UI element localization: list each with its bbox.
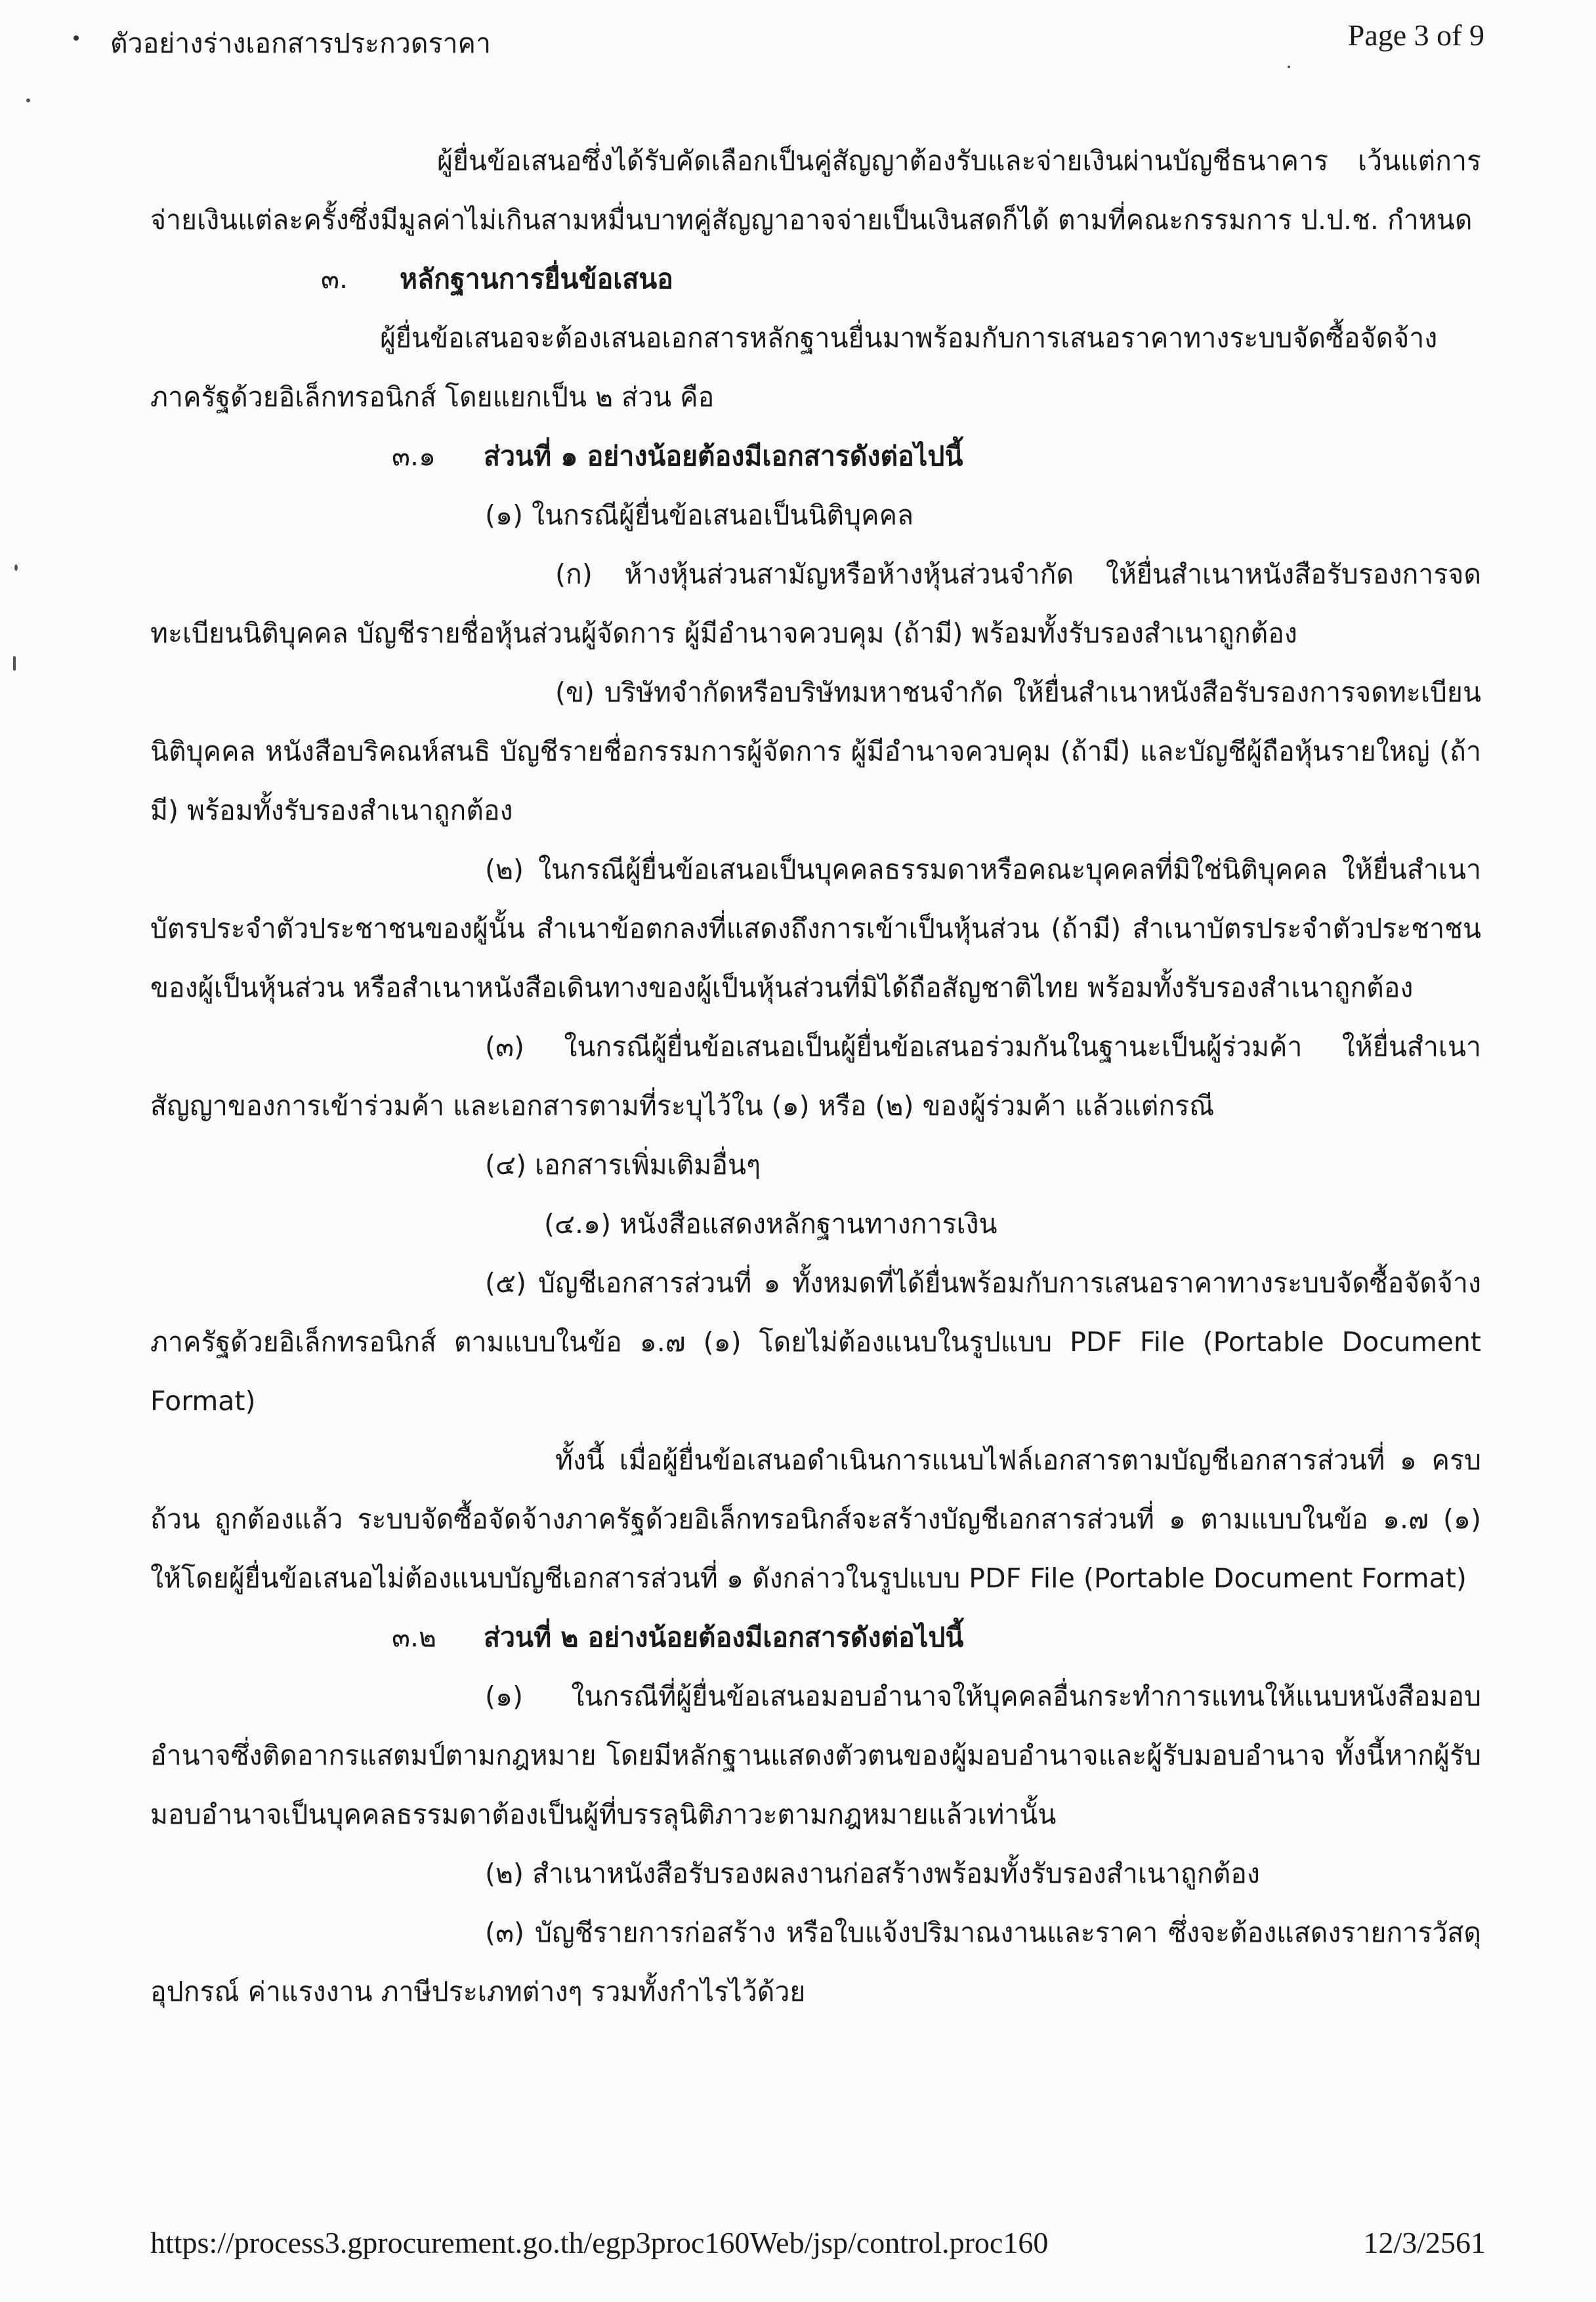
item-3-1-4-1: (๔.๑) หนังสือแสดงหลักฐานทางการเงิน	[544, 1208, 998, 1240]
scan-speck	[1288, 66, 1290, 68]
item-3-2-1: (๑) ในกรณีที่ผู้ยื่นข้อเสนอมอบอำนาจให้บุคคลอื่นกระทำการแทนให้แนบหนังสือมอบอำนาจซึ่งติดอากรแสตมป์ตามกฎหมาย โดยมีหลักฐานแสดงตัวตนของผู้มอบอำนาจและผู้รับมอบอำนาจ ทั้งนี้หากผู้รับมอบอำนาจเป็นบุคคลธรรมดาต้องเป็นผู้ที่บรรลุนิติภาวะตามกฎหมายแล้วเท่านั้น	[150, 1681, 1481, 1830]
item-3-1-4: (๔) เอกสารเพิ่มเติมอื่นๆ	[485, 1149, 761, 1181]
item-3-1-1-b: (ข) บริษัทจำกัดหรือบริษัทมหาชนจำกัด ให้ยื่นสำเนาหนังสือรับรองการจดทะเบียนนิติบุคคล หนังสือบริคณห์สนธิ บัญชีรายชื่อกรรมการผู้จัดการ ผู้มีอำนาจควบคุม (ถ้ามี) และบัญชีผู้ถือหุ้นรายใหญ่ (ถ้ามี) พร้อมทั้งรับรองสำเนาถูกต้อง	[150, 677, 1481, 826]
section-3-2-heading	[150, 1608, 1481, 1667]
item-3-1-3: (๓) ในกรณีผู้ยื่นข้อเสนอเป็นผู้ยื่นข้อเสนอร่วมกันในฐานะเป็นผู้ร่วมค้า ให้ยื่นสำเนาสัญญาของการเข้าร่วมค้า และเอกสารตามที่ระบุไว้ใน (๑) หรือ (๒) ของผู้ร่วมค้า แล้วแต่กรณี	[150, 1031, 1481, 1121]
scan-bullet-mark	[74, 35, 79, 41]
item-3-1-5: (๕) บัญชีเอกสารส่วนที่ ๑ ทั้งหมดที่ได้ยื่นพร้อมกับการเสนอราคาทางระบบจัดซื้อจัดจ้างภาครัฐด้วยอิเล็กทรอนิกส์ ตามแบบในข้อ ๑.๗ (๑) โดยไม่ต้องแนบในรูปแบบ PDF File (Portable Document Format)	[150, 1267, 1481, 1417]
section-3-heading	[150, 249, 1481, 308]
section-3-2-number: ๓.๒	[392, 1622, 437, 1653]
item-3-1-1-a: (ก) ห้างหุ้นส่วนสามัญหรือห้างหุ้นส่วนจำกัด ให้ยื่นสำเนาหนังสือรับรองการจดทะเบียนนิติบุคคล บัญชีรายชื่อหุ้นส่วนผู้จัดการ ผู้มีอำนาจควบคุม (ถ้ามี) พร้อมทั้งรับรองสำเนาถูกต้อง	[150, 558, 1481, 649]
page-number: Page 3 of 9	[1347, 18, 1484, 52]
section-3-1-title: ส่วนที่ ๑ อย่างน้อยต้องมีเอกสารดังต่อไปนี้	[484, 440, 963, 472]
section-3-intro: ผู้ยื่นข้อเสนอจะต้องเสนอเอกสารหลักฐานยื่นมาพร้อมกับการเสนอราคาทางระบบจัดซื้อจัดจ้างภาครัฐด้วยอิเล็กทรอนิกส์ โดยแยกเป็น ๒ ส่วน คือ	[150, 322, 1438, 413]
item-3-2-3: (๓) บัญชีรายการก่อสร้าง หรือใบแจ้งปริมาณงานและราคา ซึ่งจะต้องแสดงรายการวัสดุอุปกรณ์ ค่าแรงงาน ภาษีประเภทต่างๆ รวมทั้งกำไรไว้ด้วย	[150, 1917, 1481, 2007]
section-3-1-note: ทั้งนี้ เมื่อผู้ยื่นข้อเสนอดำเนินการแนบไฟล์เอกสารตามบัญชีเอกสารส่วนที่ ๑ ครบถ้วน ถูกต้องแล้ว ระบบจัดซื้อจัดจ้างภาครัฐด้วยอิเล็กทรอนิกส์จะสร้างบัญชีเอกสารส่วนที่ ๑ ตามแบบในข้อ ๑.๗ (๑) ให้โดยผู้ยื่นข้อเสนอไม่ต้องแนบบัญชีเอกสารส่วนที่ ๑ ดังกล่าวในรูปแบบ PDF File (Portable Document Format)	[150, 1444, 1481, 1594]
section-3-1-number: ๓.๑	[392, 440, 436, 472]
scan-speck	[13, 656, 16, 671]
section-3-number: ๓.	[321, 263, 348, 295]
item-3-1-2: (๒) ในกรณีผู้ยื่นข้อเสนอเป็นบุคคลธรรมดาหรือคณะบุคคลที่มิใช่นิติบุคคล ให้ยื่นสำเนาบัตรประจำตัวประชาชนของผู้นั้น สำเนาข้อตกลงที่แสดงถึงการเข้าเป็นหุ้นส่วน (ถ้ามี) สำเนาบัตรประจำตัวประชาชนของผู้เป็นหุ้นส่วน หรือสำเนาหนังสือเดินทางของผู้เป็นหุ้นส่วนที่มิได้ถือสัญชาติไทย พร้อมทั้งรับรองสำเนาถูกต้อง	[150, 854, 1481, 1003]
footer-url: https://process3.gprocurement.go.th/egp3proc160Web/jsp/control.proc160	[150, 2226, 1049, 2259]
section-3-1-heading	[150, 427, 1481, 486]
scan-speck	[14, 564, 18, 571]
item-3-1-1: (๑) ในกรณีผู้ยื่นข้อเสนอเป็นนิติบุคคล	[485, 499, 914, 531]
paragraph-payment: ผู้ยื่นข้อเสนอซึ่งได้รับคัดเลือกเป็นคู่สัญญาต้องรับและจ่ายเงินผ่านบัญชีธนาคาร เว้นแต่การจ่ายเงินแต่ละครั้งซึ่งมีมูลค่าไม่เกินสามหมื่นบาทคู่สัญญาอาจจ่ายเป็นเงินสดก็ได้ ตามที่คณะกรรมการ ป.ป.ช. กำหนด	[150, 145, 1481, 236]
document-title: ตัวอย่างร่างเอกสารประกวดราคา	[110, 28, 491, 59]
section-3-2-title: ส่วนที่ ๒ อย่างน้อยต้องมีเอกสารดังต่อไปนี้	[484, 1622, 964, 1653]
document-body	[150, 131, 1481, 2021]
section-3-title: หลักฐานการยื่นข้อเสนอ	[400, 263, 673, 295]
footer-date: 12/3/2561	[1363, 2226, 1486, 2259]
scan-speck	[26, 98, 30, 102]
item-3-2-2: (๒) สำเนาหนังสือรับรองผลงานก่อสร้างพร้อมทั้งรับรองสำเนาถูกต้อง	[485, 1858, 1260, 1889]
